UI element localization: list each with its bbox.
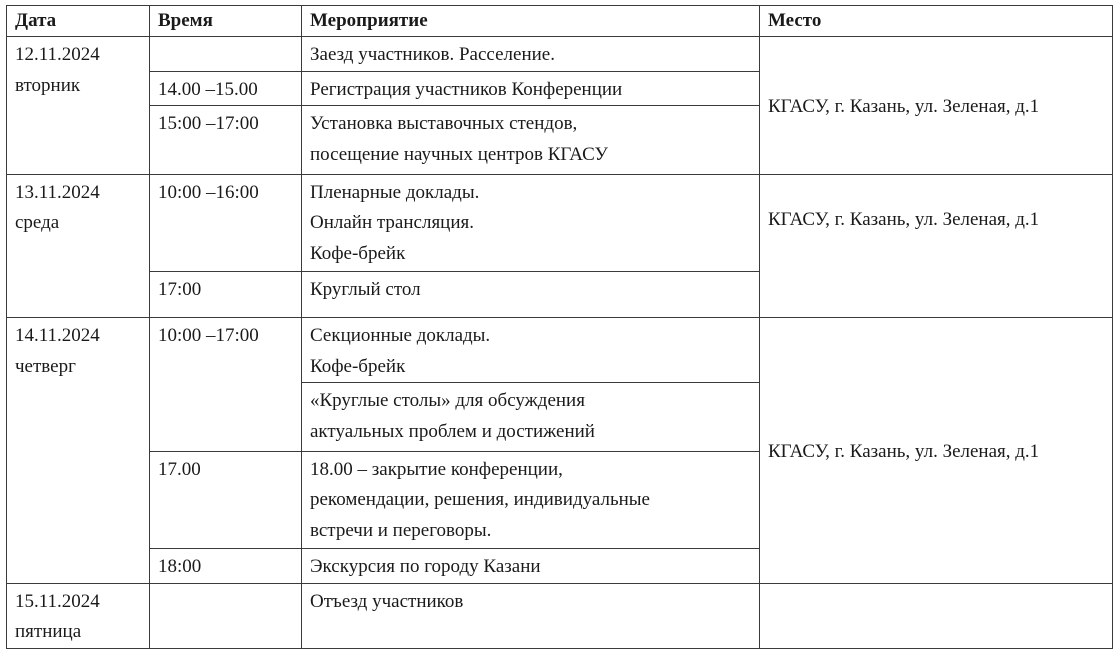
- table-row: [7, 583, 1113, 648]
- weekday-value: пятница: [15, 621, 82, 643]
- event-line: Секционные доклады.: [310, 325, 491, 347]
- event-line: Кофе-брейк: [310, 242, 406, 264]
- event-cell: [302, 106, 760, 174]
- table-row: [7, 318, 1113, 383]
- event-cell: [302, 71, 760, 106]
- event-line: Заезд участников. Расселение.: [310, 44, 555, 66]
- date-value: 12.11.2024: [15, 44, 100, 66]
- date-value: 15.11.2024: [15, 590, 100, 612]
- weekday-value: четверг: [15, 355, 76, 377]
- event-line: встречи и переговоры.: [310, 519, 492, 541]
- time-cell: 10:00 –17:00: [150, 318, 302, 452]
- header-row: [7, 6, 1113, 37]
- weekday-value: среда: [15, 212, 60, 234]
- header-date: Дата: [7, 6, 150, 37]
- date-cell: [7, 37, 150, 175]
- event-cell: [302, 549, 760, 584]
- weekday-value: вторник: [15, 74, 81, 96]
- event-cell: [302, 37, 760, 72]
- event-line: Экскурсия по городу Казани: [310, 556, 541, 578]
- table-row: [7, 174, 1113, 271]
- event-cell: [302, 583, 760, 648]
- time-cell: 17:00: [150, 271, 302, 317]
- header-time: Время: [150, 6, 302, 37]
- place-cell: [760, 583, 1113, 648]
- time-cell: [150, 37, 302, 72]
- place-value: КГАСУ, г. Казань, ул. Зеленая, д.1: [768, 95, 1040, 117]
- time-cell: [150, 583, 302, 648]
- event-line: Регистрация участников Конференции: [310, 78, 623, 100]
- event-line: посещение научных центров КГАСУ: [310, 143, 608, 165]
- event-line: Установка выставочных стендов,: [310, 113, 578, 135]
- place-value: КГАСУ, г. Казань, ул. Зеленая, д.1: [768, 440, 1040, 462]
- event-cell: [302, 318, 760, 383]
- event-cell: [302, 271, 760, 317]
- event-line: «Круглые столы» для обсуждения: [310, 390, 585, 412]
- schedule-table: [6, 5, 1113, 649]
- place-value: КГАСУ, г. Казань, ул. Зеленая, д.1: [768, 208, 1040, 230]
- event-cell: [302, 451, 760, 548]
- time-cell: 14.00 –15.00: [150, 71, 302, 106]
- place-cell: [760, 318, 1113, 584]
- date-value: 14.11.2024: [15, 325, 100, 347]
- date-cell: [7, 583, 150, 648]
- event-cell: [302, 383, 760, 451]
- event-line: актуальных проблем и достижений: [310, 420, 595, 442]
- table-row: [7, 37, 1113, 72]
- event-line: Онлайн трансляция.: [310, 212, 475, 234]
- time-cell: 18:00: [150, 549, 302, 584]
- event-line: рекомендации, решения, индивидуальные: [310, 489, 650, 511]
- event-line: Отъезд участников: [310, 590, 464, 612]
- place-cell: [760, 37, 1113, 175]
- date-cell: [7, 318, 150, 584]
- time-cell: 15:00 –17:00: [150, 106, 302, 174]
- time-cell: 17.00: [150, 451, 302, 548]
- event-line: Кофе-брейк: [310, 355, 406, 377]
- date-cell: [7, 174, 150, 318]
- date-value: 13.11.2024: [15, 181, 100, 203]
- place-cell: [760, 174, 1113, 318]
- event-cell: [302, 174, 760, 271]
- event-line: 18.00 – закрытие конференции,: [310, 458, 563, 480]
- header-event: Мероприятие: [302, 6, 760, 37]
- header-place: Место: [760, 6, 1113, 37]
- event-line: Пленарные доклады.: [310, 181, 480, 203]
- event-line: Круглый стол: [310, 278, 421, 300]
- time-cell: 10:00 –16:00: [150, 174, 302, 271]
